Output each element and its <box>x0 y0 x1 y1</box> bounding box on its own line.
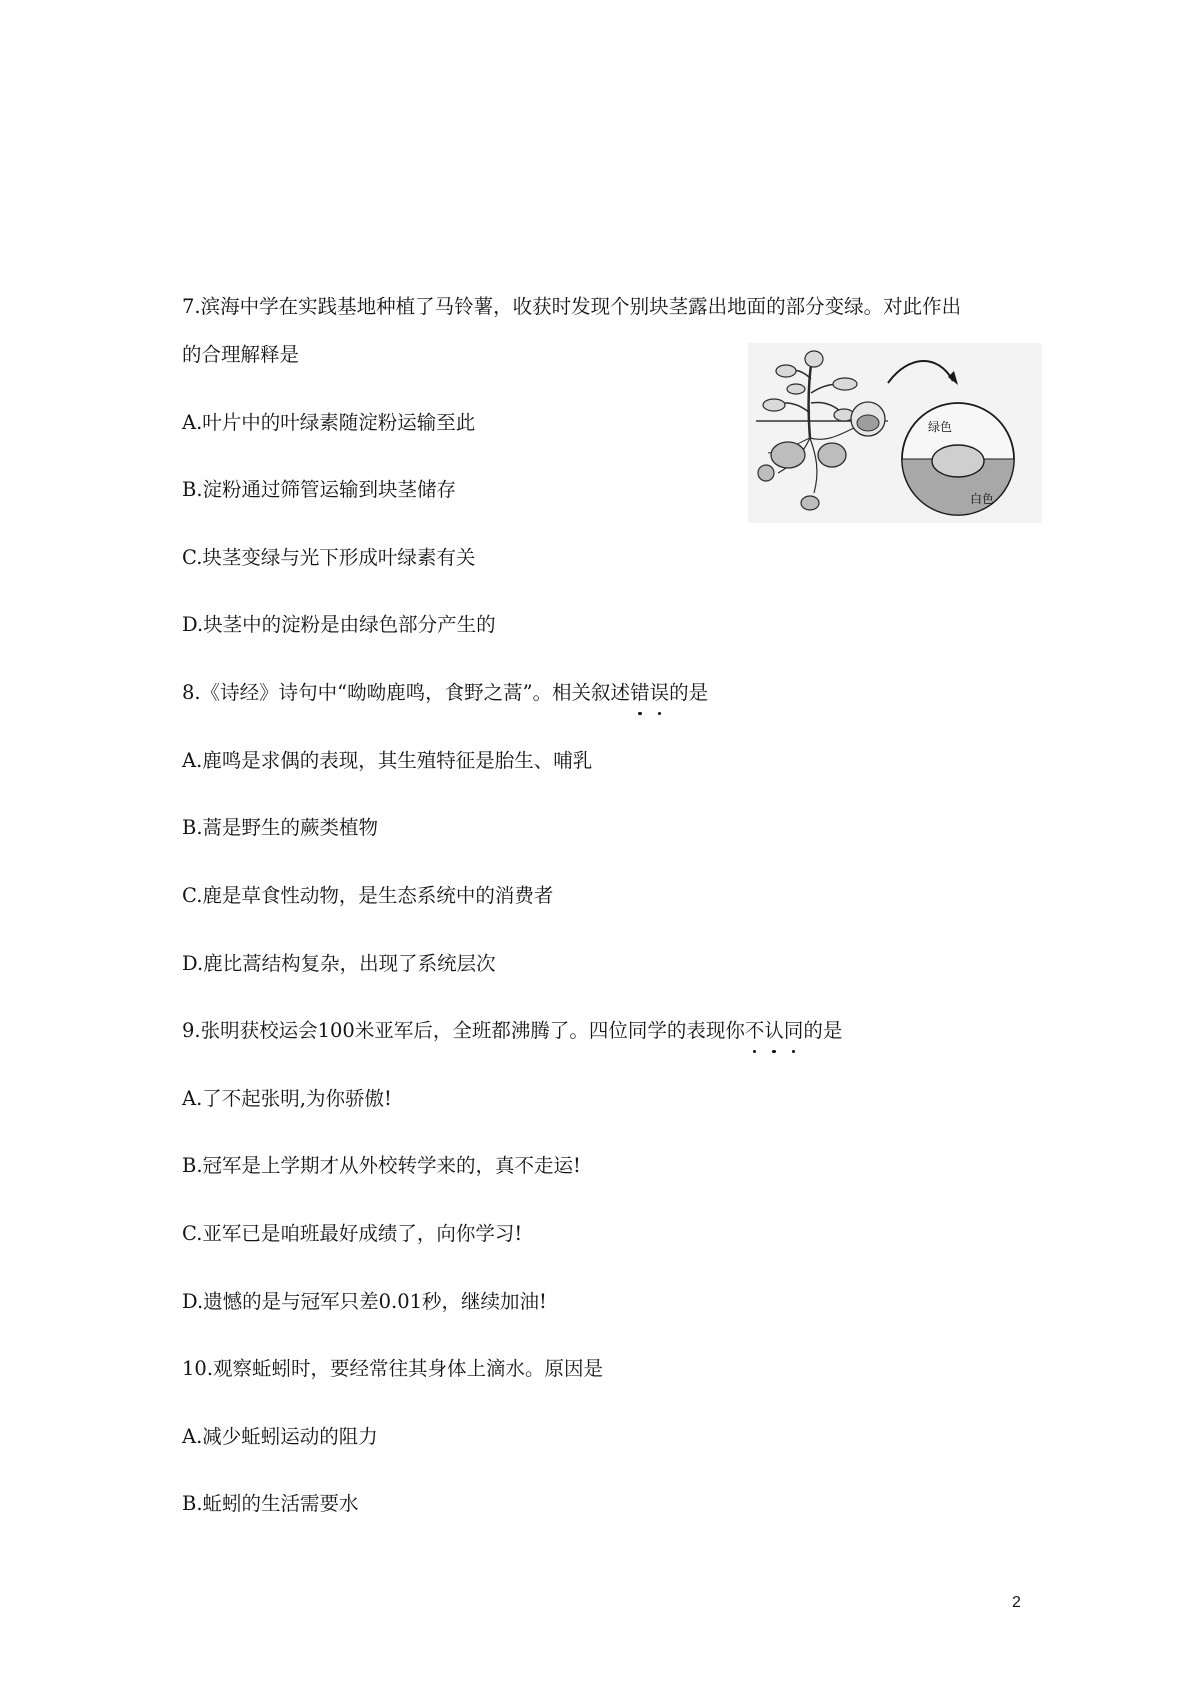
q7-option-d: D.块茎中的淀粉是由绿色部分产生的 <box>182 613 496 636</box>
q10-option-b: B.蚯蚓的生活需要水 <box>182 1492 359 1515</box>
q8-option-c: C.鹿是草食性动物，是生态系统中的消费者 <box>182 884 554 907</box>
q7-option-a: A.叶片中的叶绿素随淀粉运输至此 <box>182 411 476 434</box>
label-green: 绿色 <box>928 420 953 434</box>
q9-number: 9. <box>182 1019 201 1042</box>
q7-stem-text-1: 滨海中学在实践基地种植了马铃薯，收获时发现个别块茎露出地面的部分变绿。对此作出 <box>200 295 962 318</box>
q9-option-b: B.冠军是上学期才从外校转学来的，真不走运! <box>182 1154 581 1177</box>
potato-plant-figure <box>748 343 1042 523</box>
page-number: 2 <box>1012 1594 1021 1611</box>
q7-option-b: B.淀粉通过筛管运输到块茎储存 <box>182 478 457 501</box>
q9-stem <box>182 1018 842 1044</box>
q10-stem <box>182 1356 603 1382</box>
q8-option-b: B.蒿是野生的蕨类植物 <box>182 816 379 839</box>
q8-option-a: A.鹿鸣是求偶的表现，其生殖特征是胎生、哺乳 <box>182 749 593 772</box>
q8-stem-after: 的是 <box>669 681 709 704</box>
potato-plant-illustration <box>748 343 1042 523</box>
q8-stem-before: 《诗经》诗句中“呦呦鹿鸣，食野之蒿”。相关叙述 <box>200 681 631 704</box>
q7-stem-line-1 <box>182 294 961 320</box>
q9-option-d: D.遗憾的是与冠军只差0.01秒，继续加油! <box>182 1290 547 1313</box>
q8-option-d: D.鹿比蒿结构复杂，出现了系统层次 <box>182 952 496 975</box>
q9-emphasis-1: 不 <box>744 1019 765 1042</box>
q7-number: 7. <box>182 295 201 318</box>
q9-stem-after: 的是 <box>803 1019 843 1042</box>
q7-stem-line-2: 的合理解释是 <box>182 343 300 366</box>
q8-emphasis-2: 误 <box>649 681 670 704</box>
q9-option-a: A.了不起张明,为你骄傲! <box>182 1087 392 1110</box>
q7-option-c: C.块茎变绿与光下形成叶绿素有关 <box>182 546 476 569</box>
q8-emphasis-1: 错 <box>630 681 650 704</box>
q9-emphasis-2: 认 <box>764 1019 784 1042</box>
q10-number: 10. <box>182 1357 214 1380</box>
q9-option-c: C.亚军已是咱班最好成绩了，向你学习! <box>182 1222 523 1245</box>
label-white: 白色 <box>970 492 995 506</box>
q10-option-a: A.减少蚯蚓运动的阻力 <box>182 1425 378 1448</box>
q8-number: 8. <box>182 681 201 704</box>
q8-stem <box>182 680 708 706</box>
q9-emphasis-3: 同 <box>783 1019 804 1042</box>
q9-stem-before: 张明获校运会100米亚军后，全班都沸腾了。四位同学的表现你 <box>200 1019 745 1042</box>
q10-stem-text: 观察蚯蚓时，要经常往其身体上滴水。原因是 <box>213 1357 604 1380</box>
